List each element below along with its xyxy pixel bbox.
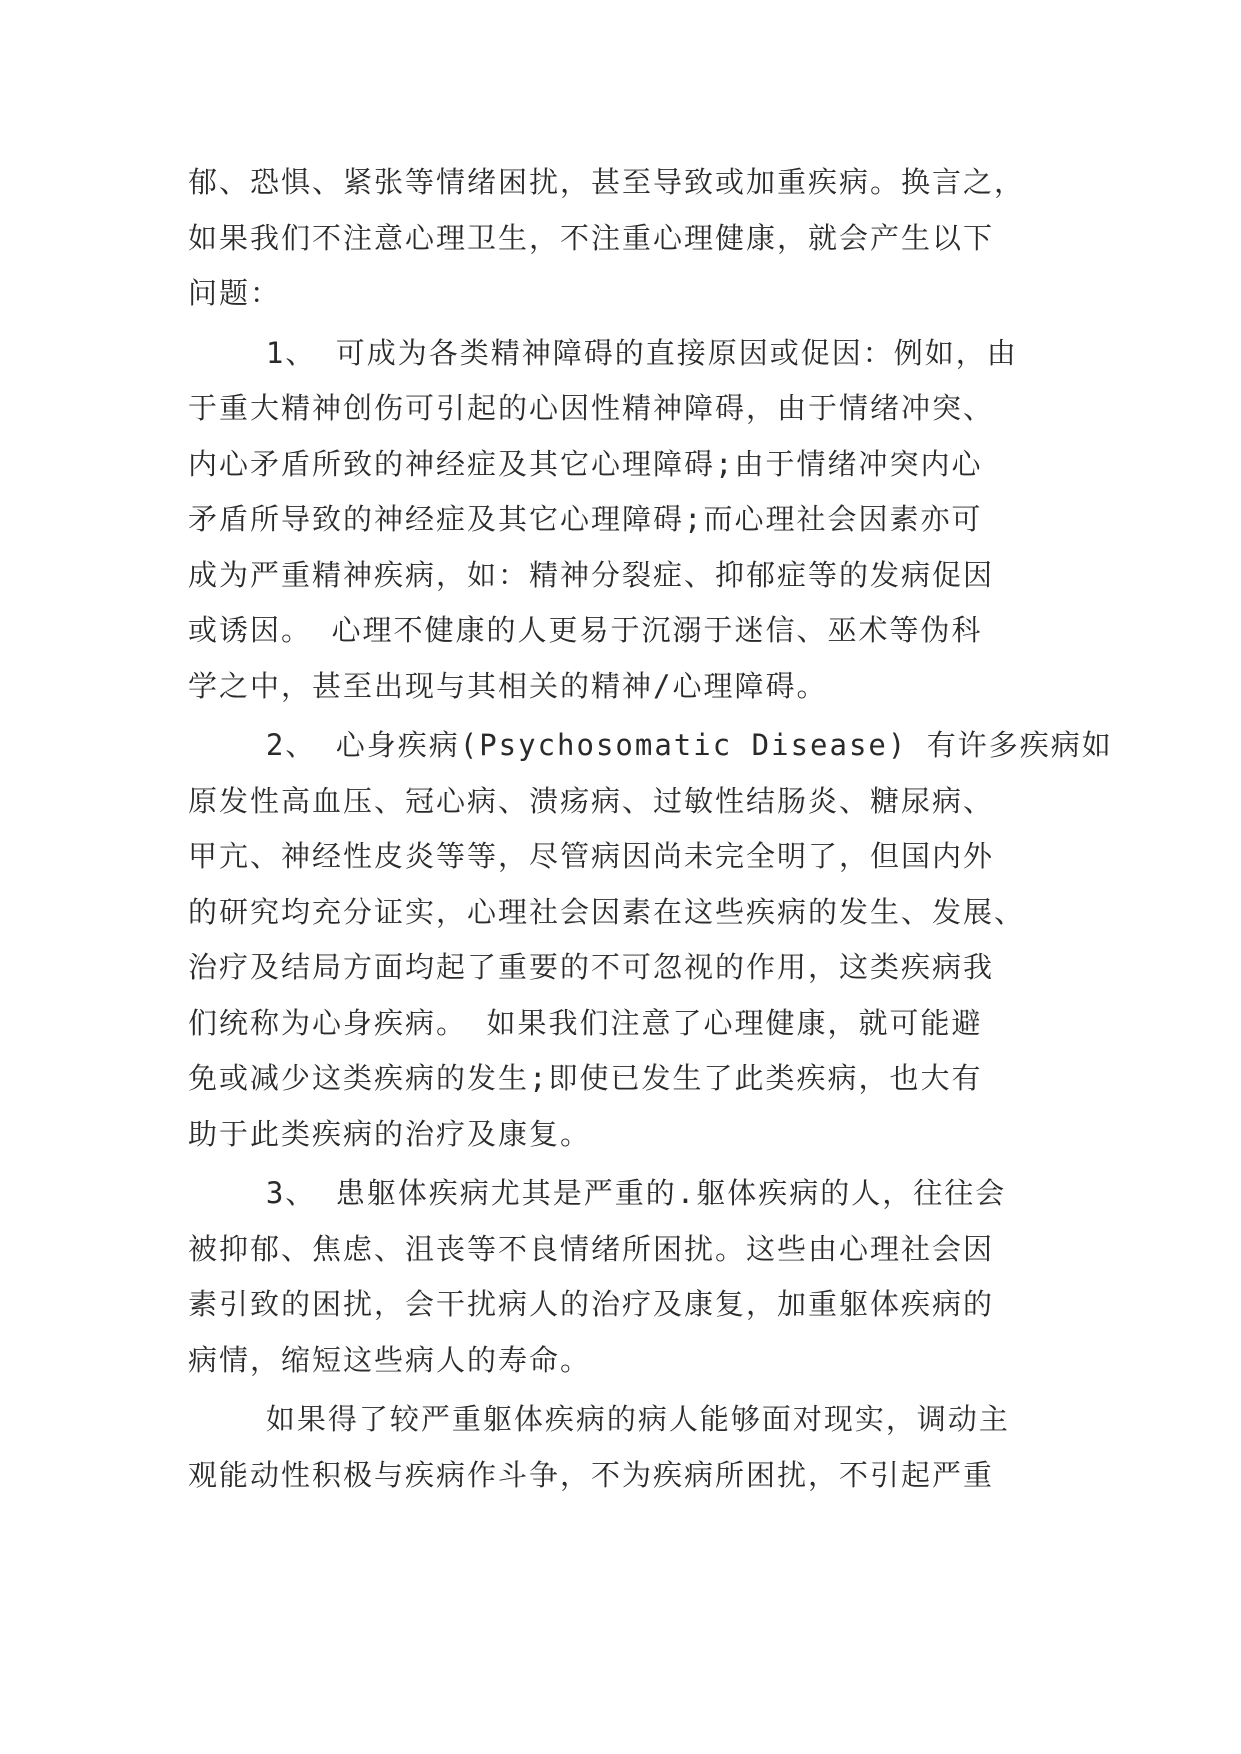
text-line: 3、 患躯体疾病尤其是严重的.躯体疾病的人，往往会 <box>188 1176 1007 1210</box>
text-line: 内心矛盾所致的神经症及其它心理障碍;由于情绪冲突内心 <box>188 446 983 481</box>
text-line: 问题： <box>188 276 282 310</box>
text-line: 们统称为心身疾病。 如果我们注意了心理健康，就可能避 <box>188 1005 983 1040</box>
text-line: 如果我们不注意心理卫生，不注重心理健康，就会产生以下 <box>188 220 995 255</box>
text-line: 1、 可成为各类精神障碍的直接原因或促因：例如，由 <box>188 335 1018 370</box>
text-line: 的研究均充分证实，心理社会因素在这些疾病的发生、发展、 <box>188 894 1026 929</box>
text-line: 或诱因。 心理不健康的人更易于沉溺于迷信、巫术等伪科 <box>188 613 983 647</box>
text-line: 观能动性积极与疾病作斗争，不为疾病所困扰，不引起严重 <box>188 1457 995 1492</box>
text-line: 甲亢、神经性皮炎等等，尽管病因尚未完全明了，但国内外 <box>188 839 995 873</box>
text-line: 原发性高血压、冠心病、溃疡病、过敏性结肠炎、糖尿病、 <box>188 783 995 818</box>
text-line: 学之中，甚至出现与其相关的精神/心理障碍。 <box>188 668 828 703</box>
text-line: 矛盾所导致的神经症及其它心理障碍;而心理社会因素亦可 <box>188 502 983 536</box>
text-line: 助于此类疾病的治疗及康复。 <box>188 1116 592 1151</box>
text-line: 素引致的困扰，会干扰病人的治疗及康复，加重躯体疾病的 <box>188 1287 995 1321</box>
text-line: 病情，缩短这些病人的寿命。 <box>188 1342 592 1377</box>
text-line: 治疗及结局方面均起了重要的不可忽视的作用，这类疾病我 <box>188 950 995 984</box>
text-line: 免或减少这类疾病的发生;即使已发生了此类疾病，也大有 <box>188 1061 983 1095</box>
text-line: 如果得了较严重躯体疾病的病人能够面对现实，调动主 <box>188 1402 1010 1436</box>
text-line: 2、 心身疾病(Psychosomatic Disease) 有许多疾病如 <box>188 728 1113 762</box>
body-text <box>188 155 1113 1503</box>
text-line: 成为严重精神疾病，如：精神分裂症、抑郁症等的发病促因 <box>188 557 995 592</box>
text-line: 郁、恐惧、紧张等情绪困扰，甚至导致或加重疾病。换言之， <box>188 165 1026 199</box>
text-line: 于重大精神创伤可引起的心因性精神障碍，由于情绪冲突、 <box>188 391 995 425</box>
text-line: 被抑郁、焦虑、沮丧等不良情绪所困扰。这些由心理社会因 <box>188 1231 995 1266</box>
